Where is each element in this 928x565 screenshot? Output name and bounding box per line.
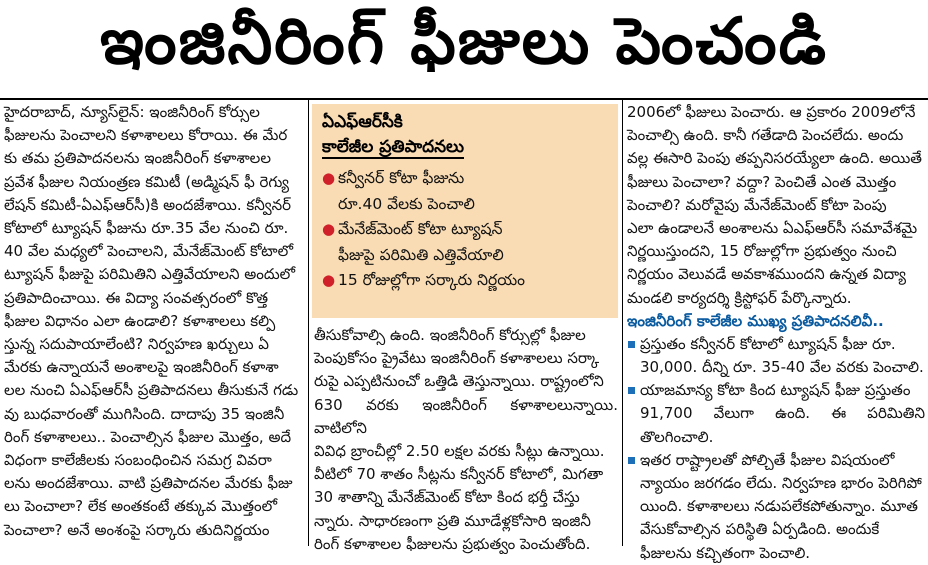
headline: ఇంజినీరింగ్ ఫీజులు పెంచండి <box>100 4 828 79</box>
text-line: 30 శాతాన్ని మేనేజ్‌మెంట్ కోటా కింద భర్తీ చేస్తు <box>314 488 580 507</box>
text-line: లేషన్ కమిటీ-ఏఎఫ్ఆర్‌సీ)కి అందజేశాయి. కన్వీనర్ <box>4 195 292 214</box>
text-line: వల్ల ఈసారి పెంపు తప్పనిసరయ్యేలా ఉంది. అయితే <box>627 149 922 168</box>
article-column-3 <box>627 101 925 565</box>
bullet-dot-icon: ● <box>322 271 336 289</box>
box-bullet <box>322 268 608 294</box>
box-bullet-text: ఫీజుపై పరిమితి ఎత్తివేయాలి <box>338 245 504 264</box>
box-bullet-text: 15 రోజుల్లోగా సర్కారు నిర్ణయం <box>338 271 526 289</box>
box-title-line-1: ఏఎఫ్ఆర్‌సీకి <box>322 112 403 132</box>
article-column-2 <box>314 324 618 556</box>
text-line: లు పెంచాలా? లేక అంతకంటే తక్కువ మొత్తంలో <box>4 497 278 516</box>
text-line: మేరకు ఉన్నాయనే అంశాలపై ఇంజినీరింగ్ కళాశా <box>4 358 279 377</box>
text-line: రుపై ఎప్పటినుంచో ఒత్తిడి తెస్తున్నాయి. రాష్ట్రంలోని <box>314 372 604 391</box>
highlight-box <box>312 104 618 318</box>
text-line: ఫీజులను పెంచాలని కళాశాలలు కోరాయి. ఈ మేర <box>4 126 288 145</box>
proposal-bullet <box>627 449 925 565</box>
text-line: ప్రస్తుతం కన్వీనర్ కోటాలో ట్యూషన్ ఫీజు రూ. <box>640 334 896 353</box>
box-bullet-continuation <box>322 243 608 269</box>
text-line: పెంచాలి? మరోవైపు మేనేజ్‌మెంట్ కోటా పెంపు <box>627 195 887 214</box>
proposal-bullet <box>627 333 925 379</box>
text-line: ఇతర రాష్ట్రాలతో పోల్చితే ఫీజుల విషయంలో <box>640 450 895 469</box>
text-line: 630 వరకు ఇంజినీరింగ్ కళాశాలలున్నాయి. వాటిలోని <box>314 395 618 437</box>
box-bullet <box>322 166 608 192</box>
text-line: పెంచాలా? అనే అంశంపై సర్కారు తుదినిర్ణయం <box>4 520 270 539</box>
text-line: కోటాలో ట్యూషన్ ఫీజును రూ.35 వేల నుంచి రూ. <box>4 219 289 238</box>
box-title-underlined: కాలేజీల ప్రతిపాదనలు <box>322 137 464 157</box>
text-line: 2006లో ఫీజులు పెంచారు. ఆ ప్రకారం 2009లోనే <box>627 103 916 121</box>
square-bullet-icon <box>628 387 635 394</box>
text-line: నిర్ణయం వెలువడే అవకాశముందని ఉన్నత విద్యా <box>627 265 906 284</box>
box-bullet-list <box>322 166 608 294</box>
text-line: న్యాయం జరగడం లేదు. నిర్వహణ భారం పెరిగిపో <box>640 474 922 493</box>
column-divider <box>622 100 623 546</box>
text-line: 91,700 వేలుగా ఉంది. ఈ పరిమితిని తొలగించాలి. <box>640 404 925 446</box>
text-line: రింగ్ కళాశాలల ఫీజులను ప్రభుత్వం పెంచుతోంది. <box>314 534 591 553</box>
text-line: ప్రవేశ ఫీజుల నియంత్రణ కమిటీ (అడ్మిషన్ ఫీ రెగ్యు <box>4 172 290 191</box>
box-title-line-2 <box>322 135 608 160</box>
text-line: 40 వేల మధ్యలో పెంచాలని, మేనేజ్‌మెంట్ కోటాలో <box>4 242 294 261</box>
text-line: హైదరాబాద్, న్యూస్‌లైన్: ఇంజినీరింగ్ కోర్సుల <box>4 103 260 121</box>
text-line: వివిధ బ్రాంచీల్లో 2.50 లక్షల వరకు సీట్లు ఉన్నాయి. <box>314 442 605 461</box>
text-line: లల నుంచి ఏఎఫ్ఆర్‌సీ ప్రతిపాదనలు తీసుకునే గడు <box>4 381 299 400</box>
text-line: విధంగా కాలేజీలకు సంబంధించిన సమగ్ర వివరా <box>4 451 272 470</box>
bullet-dot-icon: ● <box>322 169 336 187</box>
column-divider <box>308 100 309 546</box>
box-bullet-continuation <box>322 192 608 218</box>
text-line: కు తమ ప్రతిపాదనలను ఇంజినీరింగ్ కళాశాలల <box>4 149 271 168</box>
text-line: మండలి కార్యదర్శి క్రిస్టోఫర్ పేర్కొన్నారు. <box>627 288 852 307</box>
text-line: ఫీజులు పెంచాలా? వద్దా? పెంచితే ఎంత మొత్తం <box>627 172 897 191</box>
square-bullet-icon <box>628 457 635 464</box>
text-line: ప్రతిపాదించాయి. ఈ విద్యా సంవత్సరంలో కొత్త <box>4 288 269 307</box>
text-line: లను అందజేశాయి. వాటి ప్రతిపాదనల మేరకు ఫీజు <box>4 474 293 493</box>
box-bullet <box>322 217 608 243</box>
headline-rule <box>0 98 928 100</box>
text-line: ట్యూషన్ ఫీజుపై పరిమితిని ఎత్తివేయాలని అందులో <box>4 265 296 284</box>
text-line: యింది. కళాశాలలు నడుపలేకపోతున్నాం. మూత <box>640 497 918 516</box>
text-line: స్తున్న సదుపాయాలేంటి? నిర్వహణ ఖర్చులు ఏ <box>4 335 269 354</box>
text-line: ఫీజుల విధానం ఎలా ఉండాలి? కళాశాలలు కల్పి <box>4 311 276 330</box>
text-line: పెంచాల్సి ఉంది. కానీ గతేడాది పెంచలేదు. అందు <box>627 126 904 145</box>
text-line: వు బుధవారంతో ముగిసింది. దాదాపు 35 ఇంజినీ <box>4 404 285 423</box>
bullet-dot-icon: ● <box>322 220 336 238</box>
box-bullet-text: రూ.40 వేలకు పెంచాలి <box>338 194 475 213</box>
text-line: నిర్ణయిస్తుందని, 15 రోజుల్లోగా ప్రభుత్వం నుంచి <box>627 242 897 261</box>
square-bullet-icon <box>628 341 635 348</box>
text-line: ఎలా ఉండాలనే అంశాలను ఏఎఫ్ఆర్‌సీ సమావేశమై <box>627 219 918 238</box>
text-line: న్నారు. సాధారణంగా ప్రతి మూడేళ్లకోసారి ఇంజినీ <box>314 511 591 530</box>
text-line: ఫీజులను కచ్చితంగా పెంచాలి. <box>640 543 811 562</box>
text-line: రింగ్ కళాశాలలు.. పెంచాల్సిన ఫీజుల మొత్తం, అదే <box>4 427 292 446</box>
article-column-1 <box>4 101 302 542</box>
text-line: పెంపుకోసం ప్రైవేటు ఇంజినీరింగ్ కళాశాలలు సర్కా <box>314 349 600 368</box>
proposal-bullet <box>627 379 925 449</box>
text-line: యాజమాన్య కోటా కింద ట్యూషన్ ఫీజు ప్రస్తుతం <box>640 381 911 400</box>
text-line: 30,000. దీన్ని రూ. 35-40 వేల వరకు పెంచాలి. <box>640 358 924 377</box>
proposals-subheading: ఇంజినీరింగ్ కాలేజీల ముఖ్య ప్రతిపాదనలివీ.. <box>627 311 884 330</box>
text-line: వీటిలో 70 శాతం సీట్లను కన్వీనర్ కోటాలో, మిగతా <box>314 465 604 484</box>
text-line: వేసుకోవాల్సిన పరిస్థితి ఏర్పడింది. అందుకే <box>640 520 880 539</box>
box-bullet-text: మేనేజ్‌మెంట్ కోటా ట్యూషన్ <box>338 220 503 238</box>
box-bullet-text: కన్వీనర్ కోటా ఫీజును <box>338 169 465 187</box>
text-line: తీసుకోవాల్సి ఉంది. ఇంజినీరింగ్ కోర్సుల్లో ఫీజుల <box>314 326 586 344</box>
